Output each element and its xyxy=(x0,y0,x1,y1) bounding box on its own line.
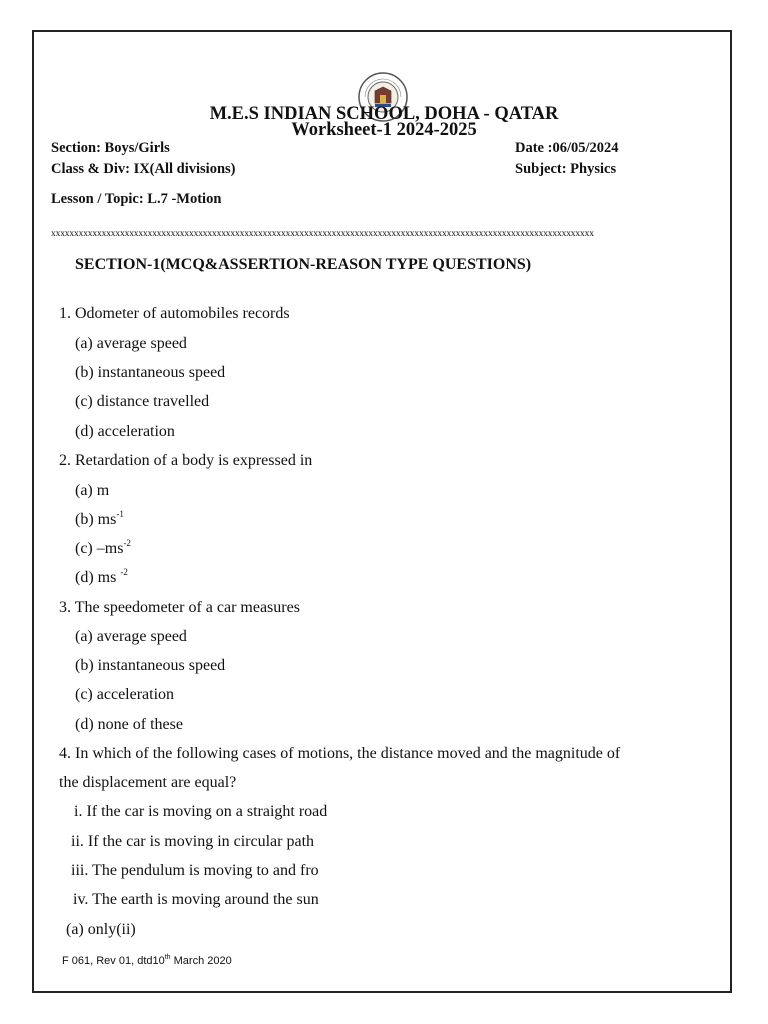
footer-revision: F 061, Rev 01, dtd10th March 2020 xyxy=(62,954,232,967)
q4-option-a: (a) only(ii) xyxy=(66,921,136,938)
q4-case-i: i. If the car is moving on a straight road xyxy=(74,803,328,820)
class-div-label: Class & Div: IX(All divisions) xyxy=(51,161,236,177)
worksheet-title: Worksheet-1 2024-2025 xyxy=(291,120,477,140)
school-name: M.E.S INDIAN SCHOOL, DOHA - QATAR xyxy=(209,104,559,124)
section-title: SECTION-1(MCQ&ASSERTION-REASON TYPE QUESTIONS) xyxy=(75,256,532,273)
question-2: 2. Retardation of a body is expressed in xyxy=(59,452,313,469)
q3-option-c: (c) acceleration xyxy=(75,686,175,703)
q3-option-d: (d) none of these xyxy=(75,716,183,733)
q2-option-c: (c) $-ms^{-2}$ xyxy=(75,538,131,557)
q1-option-a: (a) average speed xyxy=(75,335,187,352)
q4-case-ii: ii. If the car is moving in circular path xyxy=(71,833,315,850)
q1-option-c: (c) distance travelled xyxy=(75,393,210,410)
q3-option-a: (a) average speed xyxy=(75,628,187,645)
q4-case-iv: iv. The earth is moving around the sun xyxy=(73,891,319,908)
question-1: 1. Odometer of automobiles records xyxy=(59,305,290,322)
q2-option-a: (a) m xyxy=(75,482,110,499)
question-4-line-2: the displacement are equal? xyxy=(59,774,237,791)
question-3: 3. The speedometer of a car measures xyxy=(59,599,300,616)
q4-case-iii: iii. The pendulum is moving to and fro xyxy=(71,862,319,879)
lesson-label: Lesson / Topic: L.7 -Motion xyxy=(51,191,222,207)
q1-option-d: (d) acceleration xyxy=(75,423,175,440)
question-4-line-1: 4. In which of the following cases of motions, the distance moved and the magnitude of xyxy=(59,745,621,762)
section-label: Section: Boys/Girls xyxy=(51,140,170,156)
date-label: Date :06/05/2024 xyxy=(515,140,619,156)
q2-option-b: (b) $ms^{-1}$ xyxy=(75,509,124,528)
separator-line: xxxxxxxxxxxxxxxxxxxxxxxxxxxxxxxxxxxxxxxxxxxxxxxxxxxxxxxxxxxxxxxxxxxxxxxxxxxxxxxxxxxxxxxxxxxxxxxxxxxxxxxxxxxxxxxxxxxxxx xyxy=(51,229,594,239)
subject-label: Subject: Physics xyxy=(515,161,617,177)
q3-option-b: (b) instantaneous speed xyxy=(75,657,226,674)
q1-option-b: (b) instantaneous speed xyxy=(75,364,226,381)
q2-option-d: (d) ms $^{-2}$ xyxy=(75,567,128,586)
